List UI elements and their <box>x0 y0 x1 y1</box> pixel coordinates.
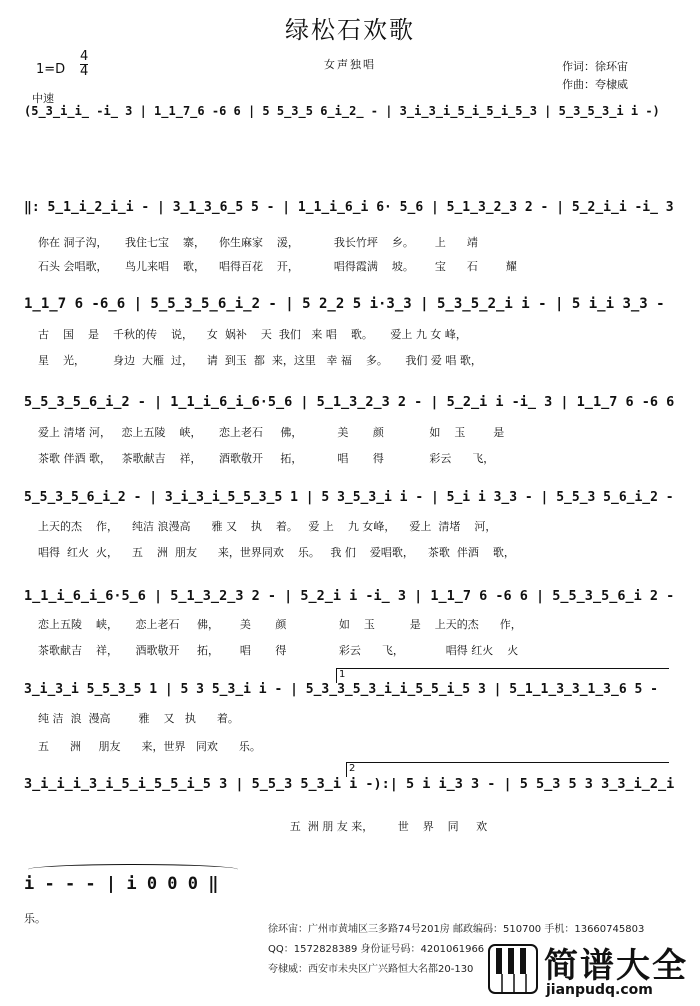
lyric-verse-2: 茶歌献吉 祥， 酒歌敬开 拓， 唱 得 彩云 飞， 唱得 红火 火 <box>38 644 519 657</box>
lyric-verse-2: 唱得 红火 火， 五 洲 朋友 来，世界同欢 乐。 我 们 爱唱歌， 茶歌 伴酒 歌， <box>38 546 515 559</box>
first-ending-bracket: 1 <box>336 668 669 683</box>
lyric-verse-2: 星 光， 身边 大雁 过， 请 到玉 都 来，这里 幸 福 多。 我们 爱 唱 歌， <box>38 354 482 367</box>
piano-keys-icon <box>488 944 538 994</box>
site-logo[interactable] <box>488 938 700 1006</box>
notation-line: ‖: 5̲1̲i̲2̲i̲i - | 3̲1̲3̲6̲5 5 - | 1̲1̲i̲6̲i 6· 5̲6 | 5̲1̲3̲2̲3 2 - | 5̲2̲i̲i -i̲ 3 <box>24 200 674 215</box>
meter-top: 4 <box>80 49 89 64</box>
composer-credit: 作曲：夸棣威 <box>562 78 628 91</box>
notation-line: 3̲i̲3̲i 5̲5̲3̲5 1 | 5 3 5̲3̲i i - | 5̲3̲3̲5̲3̲i̲i̲5̲5̲i̲5 3 | 5̲1̲1̲3̲3̲1̲3̲6 5 - <box>24 682 658 697</box>
notation-line: 1̲1̲i̲6̲i̲6·5̲6 | 5̲1̲3̲2̲3 2 - | 5̲2̲i i -i̲ 3 | 1̲1̲7 6 -6 6 | 5̲5̲3̲5̲6̲i 2 - <box>24 588 675 604</box>
tempo-marking: 中速 <box>32 92 54 105</box>
lyric-verse-1: 古 国 是 千秋的传 说， 女 娲补 天 我们 来 唱 歌。 爱上 九 女 峰， <box>38 328 467 341</box>
notation-line: 3̲i̲i̲i̲3̲i̲5̲i̲5̲5̲i̲5 3 | 5̲5̲3 5̲3̲i i -):| 5 i i̲3 3 - | 5 5̲3 5 3 3̲3̲i̲2̲i <box>24 776 675 792</box>
notation-line: i - - - | i 0 0 0 ‖ <box>24 874 219 894</box>
page-title: 绿松石欢歌 <box>285 16 415 44</box>
contact-line-3: 夸棣威：西安市未央区广兴路恒大名都20-130 <box>268 964 474 975</box>
second-ending-bracket: 2 <box>346 762 669 777</box>
lyric-verse-1: 恋上五陵 峡， 恋上老石 佛， 美 颜 如 玉 是 上天的杰 作， <box>38 618 522 631</box>
notation-line: (5̲3̲i̲i̲ -i̲ 3 | 1̲1̲7̲6 -6 6 | 5 5̲3̲5 6̲i̲2̲ - | 3̲i̲3̲i̲5̲i̲5̲i̲5̲3 | 5̲3̲5̲3̲i i -) <box>24 104 660 118</box>
lyric-verse-2: 石头 会唱歌， 鸟儿来唱 歌， 唱得百花 开， 唱得霞满 坡。 宝 石 耀 <box>38 260 517 273</box>
performance-type: 女声独唱 <box>324 58 376 71</box>
notation-line: 5̲5̲3̲5̲6̲i̲2 - | 3̲i̲3̲i̲5̲5̲3̲5 1 | 5 3̲5̲3̲i i - | 5̲i i 3̲3 - | 5̲5̲3 5̲6̲i̲2 - <box>24 490 674 505</box>
lyric-verse-1: 爱上 清堵 河， 恋上五陵 峡， 恋上老石 佛， 美 颜 如 玉 是 <box>38 426 505 439</box>
meter-bottom: 4 <box>80 64 89 79</box>
time-signature <box>80 50 88 79</box>
lyric-verse-2: 茶歌 伴酒 歌， 茶歌献吉 祥， 酒歌敬开 拓， 唱 得 彩云 飞， <box>38 452 495 465</box>
logo-name: 简谱大全 <box>544 946 688 986</box>
lyric-verse-1: 五 洲 朋 友 来， 世 界 同 欢 <box>38 820 488 833</box>
key-signature: 1=D <box>36 62 66 77</box>
contact-line-2: QQ：1572828389 身份证号码：4201061966 <box>268 944 485 955</box>
lyric-verse-1: 上天的杰 作， 纯洁 浪漫高 雅 又 执 着。 爱 上 九 女峰， 爱上 清堵 河， <box>38 520 497 533</box>
notation-line: 5̲5̲3̲5̲6̲i̲2 - | 1̲1̲i̲6̲i̲6·5̲6 | 5̲1̲3̲2̲3 2 - | 5̲2̲i i -i̲ 3 | 1̲1̲7 6 -6 6 <box>24 394 675 410</box>
lyric-verse-1: 纯 洁 浪 漫高 雅 又 执 着。 <box>38 712 239 725</box>
lyric-verse-1: 你在 洞子沟， 我住七宝 寨， 你生麻家 湲， 我长竹坪 乡。 上 靖 <box>38 236 478 249</box>
lyric-verse-2: 五 洲 朋友 来，世界 同欢 乐。 <box>38 740 261 753</box>
ending-lyric: 乐。 <box>24 912 46 925</box>
contact-line-1: 徐环宙：广州市黄埔区三多路74号201房 邮政编码：510700 手机：13660745803 <box>268 924 645 935</box>
lyricist-credit: 作词：徐环宙 <box>562 60 628 73</box>
notation-line: 1̲1̲7 6 -6̲6 | 5̲5̲3̲5̲6̲i̲2 - | 5 2̲2 5 i·3̲3 | 5̲3̲5̲2̲i i - | 5 i̲i 3̲3 - <box>24 296 665 312</box>
logo-url[interactable]: jianpudq.com <box>546 982 653 998</box>
